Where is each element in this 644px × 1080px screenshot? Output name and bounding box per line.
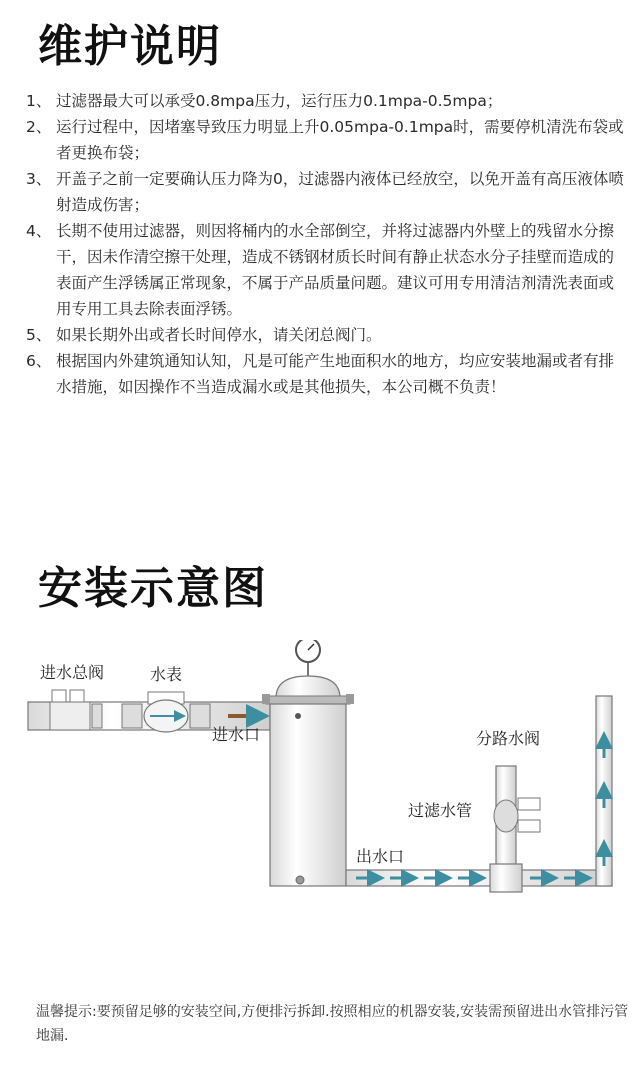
branch-valve-label: 分路水阀: [476, 729, 541, 748]
item-text: 开盖子之前一定要确认压力降为0，过滤器内液体已经放空，以免开盖有高压液体喷射造成伤害；: [56, 170, 624, 214]
item-text: 如果长期外出或者长时间停水，请关闭总阀门。: [56, 326, 382, 344]
item-text: 根据国内外建筑通知认知，凡是可能产生地面积水的地方，均应安装地漏或者有排水措施，如因操作不当造成漏水或是其他损失，本公司概不负责！: [56, 352, 615, 396]
item-text: 过滤器最大可以承受0.8mpa压力，运行压力0.1mpa-0.5mpa；: [56, 92, 503, 110]
maintenance-item-4: [26, 218, 626, 322]
item-text: 运行过程中，因堵塞导致压力明显上升0.05mpa-0.1mpa时，需要停机清洗布袋或者更换布袋；: [56, 118, 624, 162]
bag-filter-housing: [262, 640, 354, 886]
warm-tip: 温馨提示:要预留足够的安装空间,方便排污拆卸.按照相应的机器安装,安装需预留进出水管排污管地漏.: [36, 1004, 629, 1044]
inlet-label: 进水口: [212, 725, 261, 744]
riser-pipe: [596, 696, 612, 886]
item-number: 6、: [26, 352, 52, 370]
item-number: 5、: [26, 326, 52, 344]
maintenance-item-1: [26, 88, 626, 114]
maintenance-item-2: [26, 114, 626, 166]
maintenance-item-5: [26, 322, 626, 348]
installation-title: 安装示意图: [38, 563, 268, 614]
item-number: 2、: [26, 118, 52, 136]
maintenance-title: 维护说明: [38, 21, 222, 72]
outlet-label: 出水口: [356, 847, 405, 866]
water-meter-label: 水表: [150, 665, 183, 684]
water-meter-icon: [122, 692, 210, 732]
pressure-gauge-icon: [296, 640, 320, 662]
maintenance-list: [26, 88, 626, 400]
item-text: 长期不使用过滤器，则因将桶内的水全部倒空，并将过滤器内外壁上的残留水分擦干，因未作清空擦干处理，造成不锈钢材质长时间有静止状态水分子挂壁而造成的表面产生浮锈属正常现象，不属于产品质量问题。建议可用专用清洁剂清洗表面或用专用工具去除表面浮锈。: [56, 222, 615, 318]
main-valve-icon: [50, 690, 102, 730]
item-number: 3、: [26, 170, 52, 188]
item-number: 1、: [26, 92, 52, 110]
item-number: 4、: [26, 222, 52, 240]
main-valve-label: 进水总阀: [40, 663, 105, 682]
outlet-pipe: [346, 870, 612, 886]
maintenance-item-6: [26, 348, 626, 400]
installation-diagram: [0, 640, 644, 920]
maintenance-item-3: [26, 166, 626, 218]
filter-pipe-label: 过滤水管: [408, 801, 473, 820]
